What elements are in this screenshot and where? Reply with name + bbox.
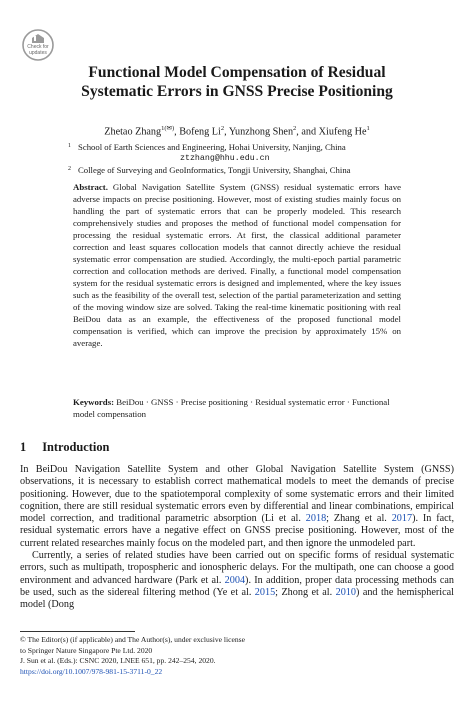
abstract-label: Abstract.	[73, 182, 108, 192]
paragraph-2: Currently, a series of related studies have been carried out on specific forms of residual systematic errors, such as multipath, tropospheric and ionospheric delays. For the multipath, one can choose a good environment and advanced hardware (Park et al. 2004). In addition, proper data processing methods can be used, such as the sidereal filtering method (Ye et al. 2015; Zhong et al. 2010) and the hemispherical model (Dong	[20, 550, 454, 611]
footer-divider	[20, 631, 135, 632]
citation-link[interactable]: 2004	[224, 574, 246, 586]
citation-link[interactable]: 2018	[305, 513, 327, 525]
keywords-label: Keywords:	[73, 397, 115, 407]
abstract	[73, 181, 401, 349]
copyright-footer: © The Editor(s) (if applicable) and The Author(s), under exclusive license to Springer Nature Singapore Pte Ltd. 2020 J. Sun et al. (Eds.): CSNC 2020, LNEE 651, pp. 242–254, 2020. https://doi.org/10.1007/978-981-15-3711-0_22	[20, 635, 454, 677]
author-list: Zhetao Zhang$^{1(✉)}$, Bofeng Li$^2$, Yunzhong Shen$^2$, and Xiufeng He$^1$	[104, 125, 370, 138]
affiliation-1: 1 School of Earth Sciences and Engineering, Hohai University, Nanjing, China	[68, 142, 346, 152]
citation-link[interactable]: 2017	[391, 513, 413, 525]
paper-title: Functional Model Compensation of Residual Systematic Errors in GNSS Precise Positioning	[81, 64, 393, 100]
author-email[interactable]: ztzhang@hhu.edu.cn	[180, 154, 270, 163]
abstract-text: Global Navigation Satellite System (GNSS) residual systematic errors have adverse impacts on precise positioning. However, most of existing studies mainly focus on handling the part of systematic errors that can be properly modeled. This research comprehensively studies and proposes the method of functional model compensation for processing the residual systematic errors. At first, the classical additional parameter correction and least squares collocation models that cannot directly achieve the residual systematic error compensation are studied. Accordingly, the multi-epoch partial parametric correction and collocation methods are derived. Finally, a functional model compensation system for the residual systematic errors is designed and implemented, where the key issues such as the feasibility of the overall test, selection of the partial parameterization and setting of the moving window size are solved. Taking the real-time kinematic positioning with real BeiDou data as an example, the effectiveness of the proposed functional model compensation is verified, which can improve the precision by approximately 15% on average.	[73, 182, 401, 348]
keywords-text: BeiDou · GNSS · Precise positioning · Residual systematic error · Functional model compensation	[73, 397, 390, 419]
keywords	[73, 396, 401, 420]
body-text	[20, 464, 454, 612]
affiliation-2: 2 College of Surveying and GeoInformatics, Tongji University, Shanghai, China	[68, 165, 351, 175]
citation-link[interactable]: 2015	[254, 586, 276, 598]
check-for-updates-label: Check for updates	[27, 44, 49, 56]
section-heading: 1 Introduction	[20, 440, 110, 454]
doi-link[interactable]: https://doi.org/10.1007/978-981-15-3711-0_22	[20, 666, 163, 676]
paragraph-1: In BeiDou Navigation Satellite System and other Global Navigation Satellite System (GNSS) observations, it is necessary to establish correct mathematical models to meet the demands of precise positioning. However, due to the spatiotemporal complexity of some systematic errors and their limited cognition, there are still residual systematic errors even by differential and linear combinations, empirical model correction, and traditional parametric absorption (Li et al. 2018; Zhang et al. 2017). In fact, residual systematic errors have a negative effect on GNSS precise positioning. However, most of the current related researches mainly focus on the modeled part, and then ignore the unmodeled part.	[20, 464, 455, 549]
citation-link[interactable]: 2010	[335, 586, 356, 598]
